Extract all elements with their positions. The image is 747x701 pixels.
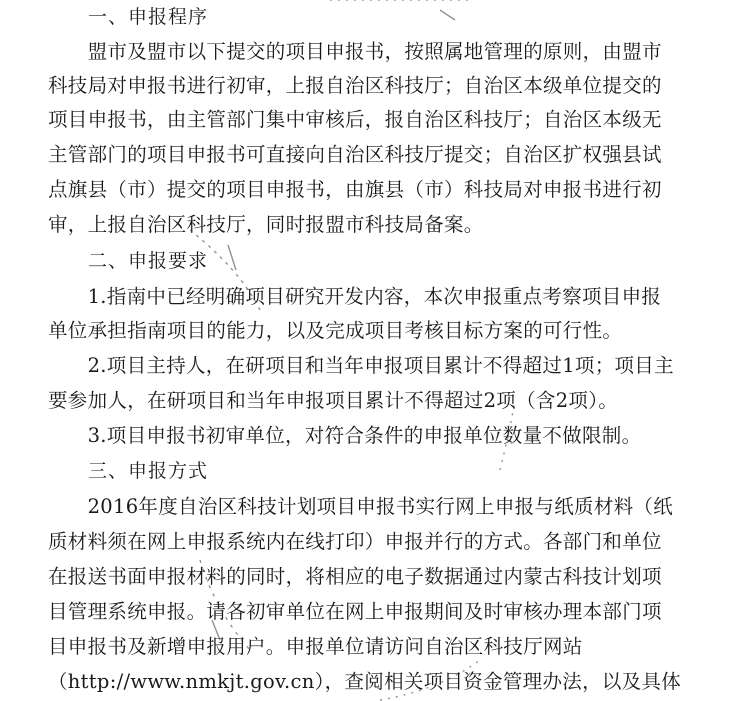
paragraph-line: 2016年度自治区科技计划项目申报书实行网上申报与纸质材料（纸 [48,495,674,518]
section-heading-2: 二、申报要求 [88,250,209,272]
paragraph-line: 盟市及盟市以下提交的项目申报书，按照属地管理的原则，由盟市 [48,40,662,63]
paragraph-line: 在报送书面申报材料的同时，将相应的电子数据通过内蒙古科技计划项 [48,565,662,588]
section-heading-1: 一、申报程序 [88,6,209,28]
section-heading-3: 三、申报方式 [88,460,209,482]
paragraph-line: 科技局对申报书进行初审，上报自治区科技厅；自治区本级单位提交的 [48,74,662,97]
paragraph-line: 单位承担指南项目的能力，以及完成项目考核目标方案的可行性。 [48,319,623,342]
paragraph-line: （http://www.nmkjt.gov.cn），查阅相关项目资金管理办法，以及具体 [48,670,682,693]
paragraph-line: 质材料须在网上申报系统内在线打印）申报并行的方式。各部门和单位 [48,530,662,553]
paragraph-line: 目管理系统申报。请各初审单位在网上申报期间及时审核办理本部门项 [48,600,662,623]
paragraph-line: 要参加人，在研项目和当年申报项目累计不得超过2项（含2项）。 [48,389,619,412]
paragraph-line: 目申报书及新增申报用户。申报单位请访问自治区科技厅网站 [48,635,583,658]
paragraph-line: 主管部门的项目申报书可直接向自治区科技厅提交；自治区扩权强县试 [48,143,662,166]
paragraph-line: 点旗县（市）提交的项目申报书，由旗县（市）科技局对申报书进行初 [48,178,662,201]
paragraph-line: 审，上报自治区科技厅，同时报盟市科技局备案。 [48,213,484,236]
paragraph-line: 2.项目主持人，在研项目和当年申报项目累计不得超过1项；项目主 [48,354,674,377]
paragraph-line: 3.项目申报书初审单位，对符合条件的申报单位数量不做限制。 [48,424,642,447]
paragraph-line: 1.指南中已经明确项目研究开发内容，本次申报重点考察项目申报 [48,285,662,308]
paragraph-line: 项目申报书，由主管部门集中审核后，报自治区科技厅；自治区本级无 [48,108,662,131]
